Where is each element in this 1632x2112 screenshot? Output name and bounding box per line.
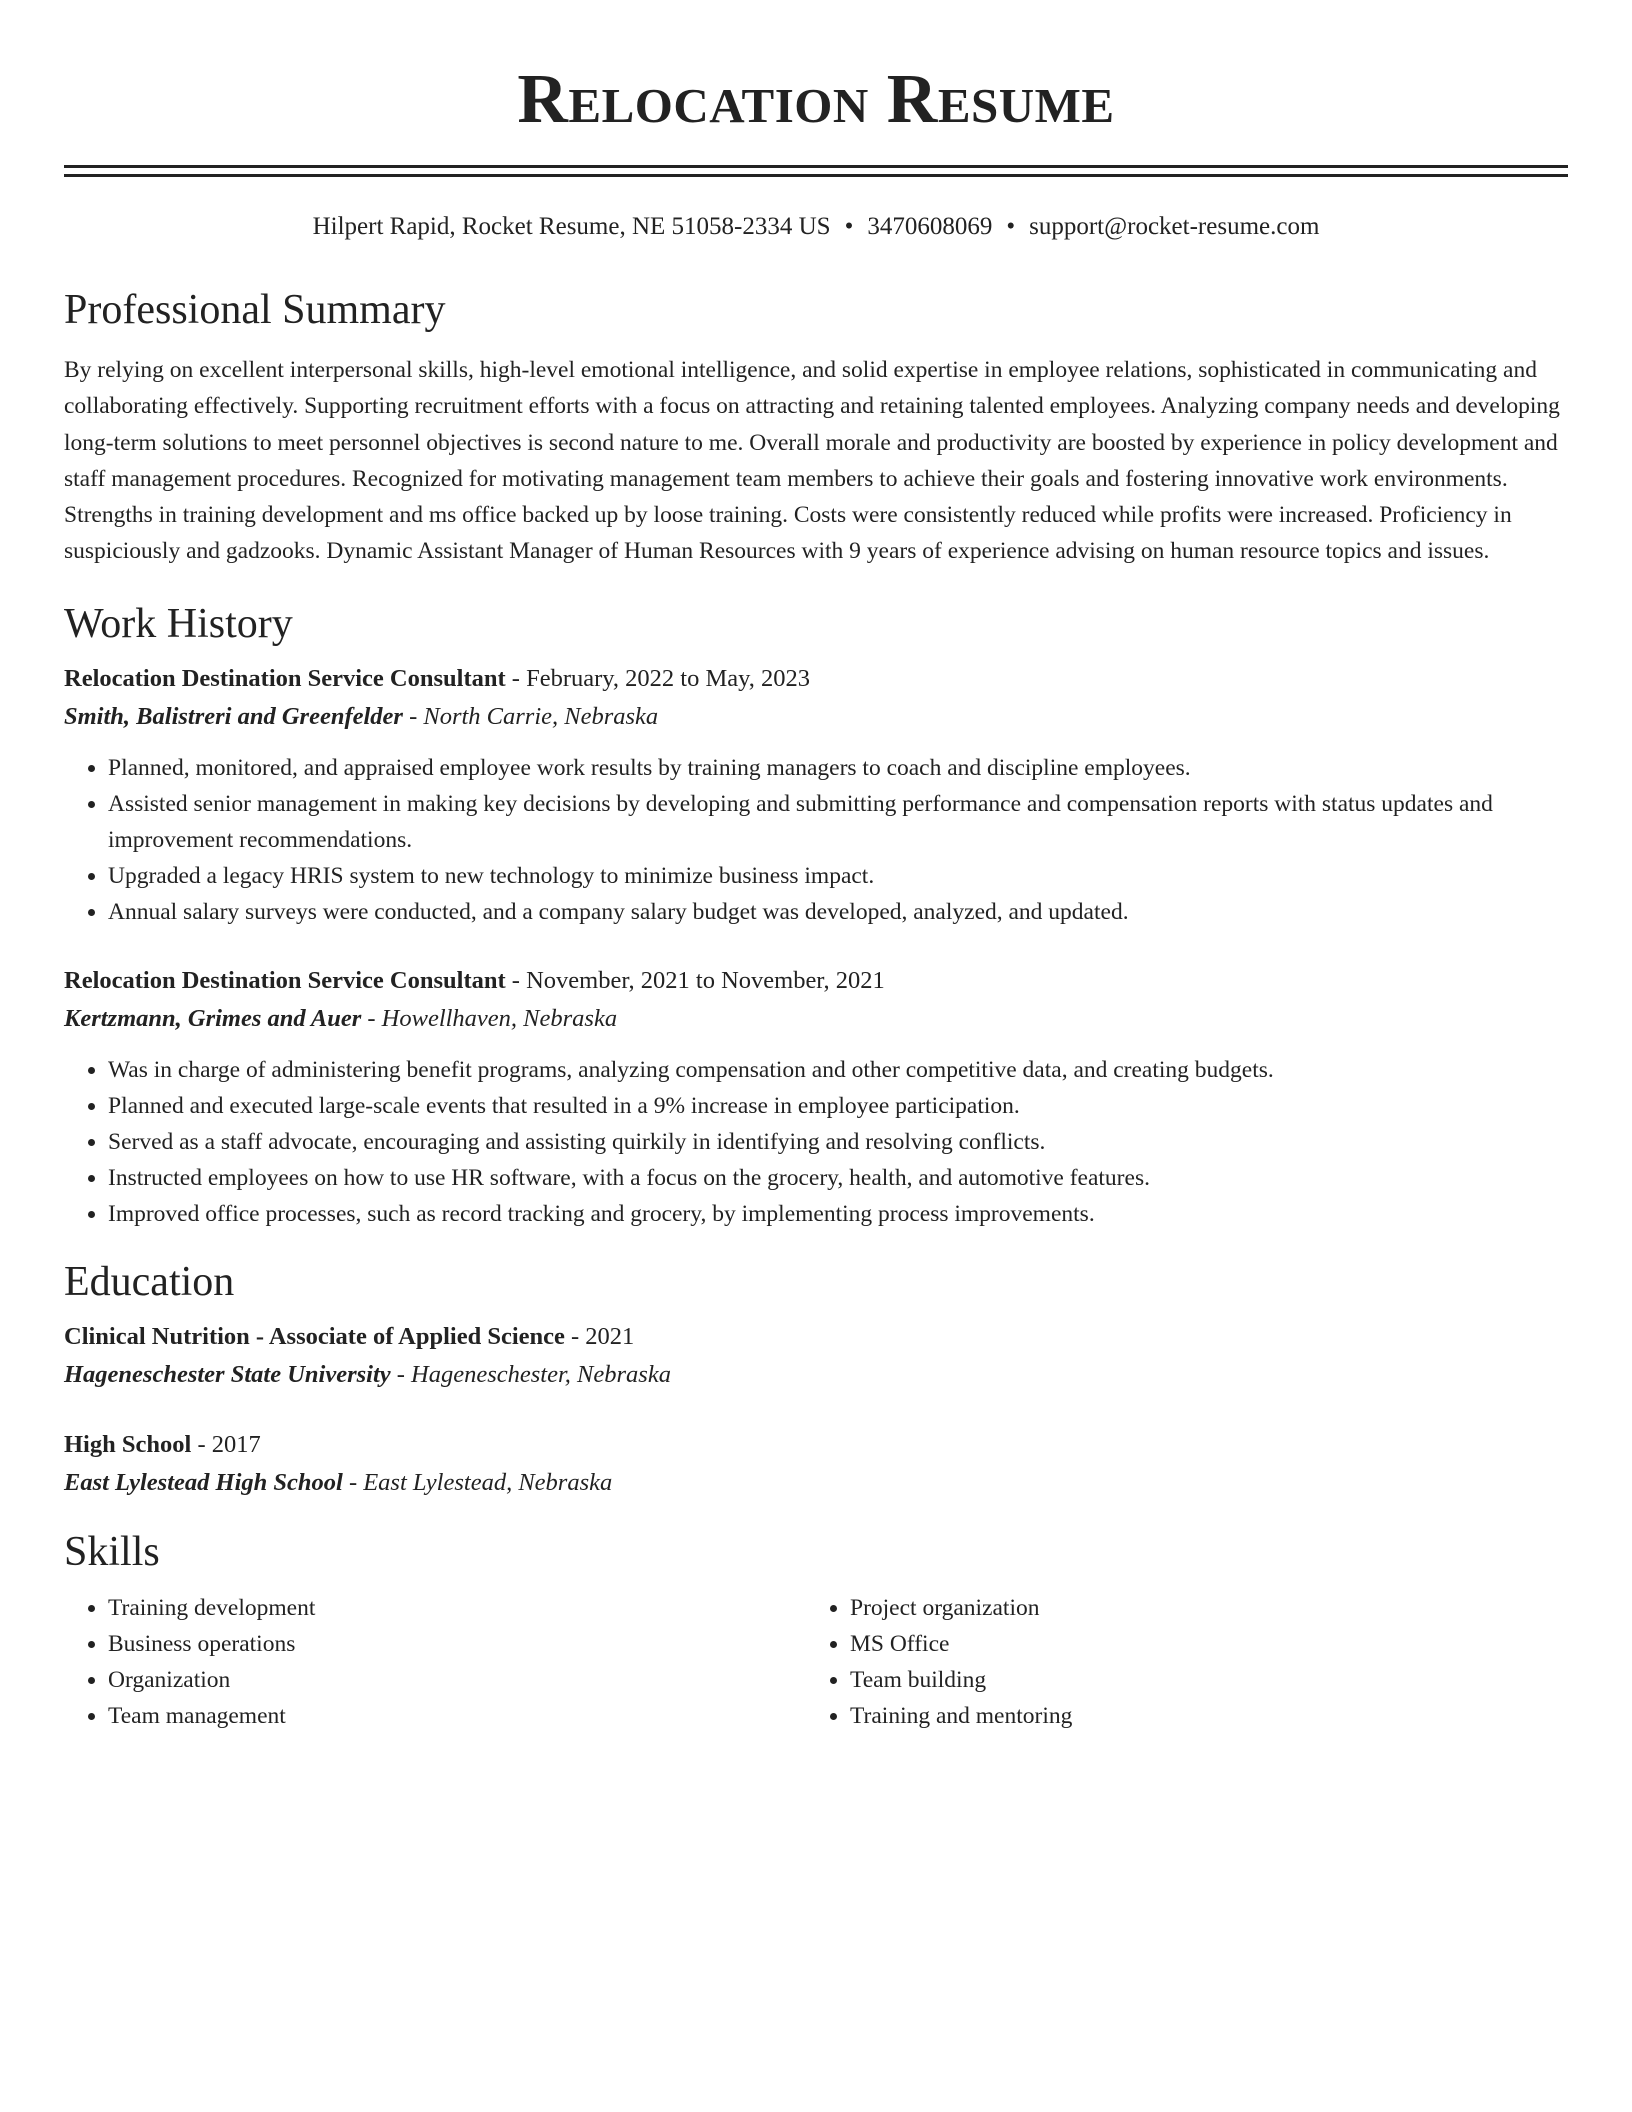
job-entry [64,962,1568,1232]
skills-column-right [806,1590,1548,1734]
contact-address: Hilpert Rapid, Rocket Resume, NE 51058-2334 US [312,213,831,240]
skill-item: • Training development [108,1590,806,1626]
job-bullets [64,1052,1568,1232]
skills-list [64,1590,1568,1734]
education-degree: High School [64,1430,192,1458]
education-entry [64,1318,1568,1394]
education-year: - 2021 [564,1322,635,1350]
job-bullets [64,750,1568,930]
job-bullet: • Improved office processes, such as record tracking and grocery, by implementing process improvements. [108,1196,1568,1232]
job-location: - Howellhaven, Nebraska [361,1004,618,1032]
education-degree-line [64,1426,1568,1464]
job-bullet: • Assisted senior management in making key decisions by developing and submitting performance and compensation reports with status updates and improvement recommendations. [108,786,1568,858]
education-location: - East Lylestead, Nebraska [342,1468,613,1496]
education-location: - Hageneschester, Nebraska [390,1360,671,1388]
job-location: - North Carrie, Nebraska [402,702,659,730]
job-title: Relocation Destination Service Consultant [64,664,506,692]
contact-line [64,210,1568,244]
education-entry [64,1426,1568,1502]
skill-item: • Organization [108,1662,806,1698]
job-company: Smith, Balistreri and Greenfelder [64,702,403,730]
job-bullet: • Was in charge of administering benefit programs, analyzing compensation and other competitive data, and creating budgets. [108,1052,1568,1088]
job-bullet: • Planned, monitored, and appraised employee work results by training managers to coach and discipline employees. [108,750,1568,786]
job-title: Relocation Destination Service Consultant [64,966,506,994]
job-company-line [64,1000,1568,1038]
job-title-line [64,660,1568,698]
job-title-line [64,962,1568,1000]
skill-item: • Team building [850,1662,1548,1698]
contact-separator: • [1006,213,1016,240]
job-bullet: • Planned and executed large-scale events that resulted in a 9% increase in employee participation. [108,1088,1568,1124]
job-bullet: • Upgraded a legacy HRIS system to new technology to minimize business impact. [108,858,1568,894]
job-bullet: • Annual salary surveys were conducted, and a company salary budget was developed, analyzed, and updated. [108,894,1568,930]
education-school: Hageneschester State University [64,1360,391,1388]
contact-separator: • [844,213,854,240]
education-school-line [64,1356,1568,1394]
job-company-line [64,698,1568,736]
section-heading-summary: Professional Summary [64,287,446,333]
job-company: Kertzmann, Grimes and Auer [64,1004,362,1032]
skill-item: • Business operations [108,1626,806,1662]
section-heading-work-history: Work History [64,600,293,647]
skill-item: • Team management [108,1698,806,1734]
title-double-rule [64,165,1568,177]
job-bullet: • Instructed employees on how to use HR software, with a focus on the grocery, health, and automotive features. [108,1160,1568,1196]
resume-title: Relocation Resume [517,61,1115,138]
resume-page [64,0,1568,1734]
contact-email: support@rocket-resume.com [1029,213,1320,240]
summary-paragraph: By relying on excellent interpersonal skills, high-level emotional intelligence, and solid expertise in employee relations, sophisticated in communicating and collaborating effectively. Supporting recruitment efforts with a focus on attracting and retaining talented employees. Analyzing company needs and developing long-term solutions to meet personnel objectives is second nature to me. Overall morale and productivity are boosted by experience in policy development and staff management procedures. Recognized for motivating management team members to achieve their goals and fostering innovative work environments. Strengths in training development and ms office backed up by loose training. Costs were consistently reduced while profits were increased. Proficiency in suspiciously and gadzooks. Dynamic Assistant Manager of Human Resources with 9 years of experience advising on human resource topics and issues. [64,357,1560,565]
education-school-line [64,1464,1568,1502]
section-heading-education: Education [64,1258,235,1305]
job-dates: - November, 2021 to November, 2021 [505,966,885,994]
education-year: - 2017 [191,1430,261,1458]
education-degree: Clinical Nutrition - Associate of Applied Science [64,1322,565,1350]
job-dates: - February, 2022 to May, 2023 [505,664,811,692]
contact-phone: 3470608069 [867,213,993,240]
skill-item: • MS Office [850,1626,1548,1662]
job-bullet: • Served as a staff advocate, encouraging and assisting quirkily in identifying and resolving conflicts. [108,1124,1568,1160]
education-degree-line [64,1318,1568,1356]
skill-item: • Project organization [850,1590,1548,1626]
job-entry [64,660,1568,930]
skills-column-left [64,1590,806,1734]
education-school: East Lylestead High School [64,1468,343,1496]
skill-item: • Training and mentoring [850,1698,1548,1734]
section-heading-skills: Skills [64,1528,160,1575]
